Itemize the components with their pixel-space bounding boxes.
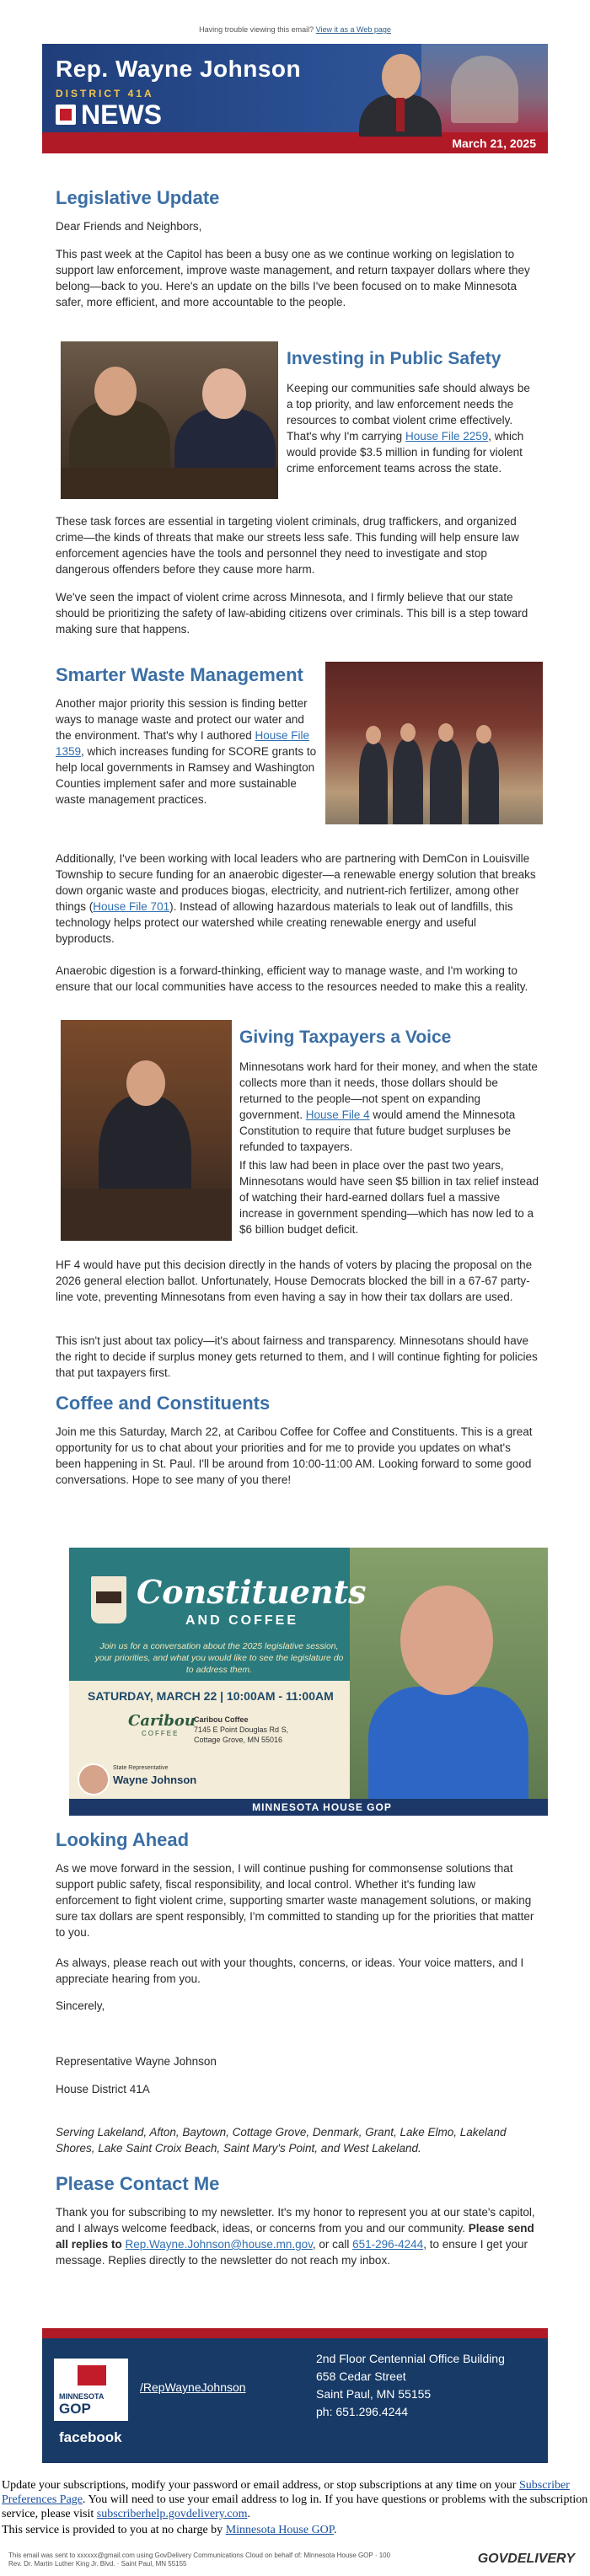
flyer-rep-name: Wayne Johnson — [113, 1774, 197, 1786]
rep-headshot — [354, 49, 447, 132]
banner-date: March 21, 2025 — [452, 137, 536, 150]
waste-p3: Anaerobic digestion is a forward-thinking, efficient way to manage waste, and I'm working to ensure that our local communities have access to the resources needed to make this a reality. — [56, 964, 528, 993]
rep-photo — [350, 1548, 548, 1799]
hf2259-link[interactable]: House File 2259 — [405, 430, 489, 443]
taxpayers-p1: Minnesotans work hard for their money, and when the state collects more than it needs, those dollars should be returned to the people—not spent on expanding government. House File 4 would amend the Minnesota Constitution to require that future budget surpluses be refunded to taxpayers. — [239, 1060, 538, 1153]
flyer-when: SATURDAY, MARCH 22 | 10:00AM - 11:00AM — [88, 1689, 334, 1703]
capitol-dome — [451, 56, 518, 123]
banner-news: NEWS — [81, 99, 162, 130]
looking-ahead-p2: As always, please reach out with your thoughts, concerns, or ideas. Your voice matters, and I appreciate hearing from you. — [56, 1956, 524, 1985]
email-footer — [42, 2328, 548, 2463]
hf1359-link[interactable]: House File 1359 — [56, 729, 309, 758]
coffee-event-flyer — [69, 1548, 548, 1816]
public-safety-heading: Investing in Public Safety — [287, 349, 502, 368]
coffee-heading: Coffee and Constituents — [56, 1393, 271, 1414]
serving-cities: Serving Lakeland, Afton, Baytown, Cottage Grove, Denmark, Grant, Lake Elmo, Lakeland Shores, Lake Saint Croix Beach, Saint Mary's Point, and West Lakeland. — [56, 2126, 507, 2155]
public-safety-p2: These task forces are essential in targeting violent criminals, drug traffickers, and organized crime—the kinds of threats that make our streets less safe. This funding will help ensure law enforcement agencies have the tools and personnel they need to investigate and stop dangerous offenders before they cause more harm. — [56, 515, 519, 576]
house-floor-photo — [61, 1020, 232, 1241]
closing: Sincerely, — [56, 1999, 105, 2012]
legislative-update-heading: Legislative Update — [56, 187, 220, 208]
flyer-party: MINNESOTA HOUSE GOP — [252, 1801, 392, 1813]
hf701-link[interactable]: House File 701 — [93, 900, 170, 913]
gop-logo-icon — [56, 105, 76, 125]
looking-ahead-p1: As we move forward in the session, I will continue pushing for commonsense solutions that support public safety, fiscal responsibility, and local control. Whether it's funding law enforcement to fight violent crime, supporting smarter waste management solutions, or making sure tax dollars are spent responsibly, I'm committed to standing up for the priorities that matter to you. — [56, 1862, 534, 1939]
service-notice: This service is provided to you at no charge by Minnesota House GOP. — [2, 2524, 337, 2536]
preheader-text: Having trouble viewing this email? — [199, 25, 314, 34]
header-banner — [42, 44, 548, 153]
subscriber-preferences-link[interactable]: Subscriber Preferences Page — [2, 2479, 570, 2506]
banner-title: Rep. Wayne Johnson — [56, 56, 302, 82]
legal-footer: This email was sent to xxxxxx@gmail.com using GovDelivery Communications Cloud on behalf of: Minnesota House GOP · 100 Rev. Dr. Martin Luther King Jr. Blvd. · Saint Paul, MN 55155 — [8, 2552, 391, 2568]
taxpayers-p4: This isn't just about tax policy—it's about fairness and transparency. Minnesotans should have the right to decide if surplus money gets returned to them, and I will continue fighting for policies that put taxpayers first. — [56, 1334, 538, 1379]
waste-meeting-photo — [325, 662, 543, 824]
greeting: Dear Friends and Neighbors, — [56, 220, 202, 233]
coffee-cup-icon — [91, 1576, 126, 1623]
rep-avatar — [78, 1763, 110, 1795]
preheader — [0, 25, 590, 34]
facebook-page-link[interactable]: /RepWayneJohnson — [140, 2380, 246, 2394]
caribou-logo-sub: COFFEE — [142, 1730, 180, 1737]
subscriber-help-link[interactable]: subscriberhelp.govdelivery.com — [96, 2508, 248, 2520]
public-safety-photo — [61, 341, 278, 499]
facebook-icon[interactable]: facebook — [59, 2429, 122, 2445]
public-safety-p1: Keeping our communities safe should always be a top priority, and law enforcement needs the resources to combat violent crime effectively. That's why I'm carrying House File 2259, which would provide $3.5 million in funding for violent crime enforcement teams across the state. — [287, 382, 530, 475]
flyer-rep-label: State Representative — [113, 1765, 169, 1771]
view-web-page-link[interactable]: View it as a Web page — [315, 25, 391, 34]
banner-district: DISTRICT 41A — [56, 88, 154, 99]
taxpayers-p2: If this law had been in place over the past two years, Minnesotans would have seen $5 billion in tax relief instead of watching their hard-earned dollars fuel a massive increase in government spending—which has now led to a $6 billion budget deficit. — [239, 1159, 539, 1236]
flyer-subtitle: AND COFFEE — [185, 1613, 298, 1628]
waste-p2: Additionally, I've been working with local leaders who are partnering with DemCon in Louisville Township to secure funding for an anaerobic digester—a renewable energy solution that breaks down organic waste and produces biogas, electricity, and nutrient-rich fertilizer, among other things (House File 701). Instead of allowing hazardous materials to leak out of landfills, this technology helps protect our watershed while creating renewable energy and useful byproducts. — [56, 852, 536, 945]
intro-paragraph: This past week at the Capitol has been a busy one as we continue working on legislation to support law enforcement, improve waste management, and return taxpayer dollars where they belong—back to you. Here's an update on the bills I've been focused on to make Minnesota safer, more efficient, and more accountable to the people. — [56, 248, 530, 309]
email-link[interactable]: Rep.Wayne.Johnson@house.mn.gov — [125, 2238, 313, 2251]
caribou-logo: Caribou — [128, 1712, 196, 1730]
office-address: 2nd Floor Centennial Office Building 658 Cedar Street Saint Paul, MN 55155 ph: 651.296.4244 — [316, 2352, 505, 2418]
phone-link[interactable]: 651-296-4244 — [352, 2238, 424, 2251]
taxpayers-heading: Giving Taxpayers a Voice — [239, 1028, 452, 1047]
hf4-link[interactable]: House File 4 — [305, 1108, 370, 1121]
flyer-address: Caribou Coffee 7145 E Point Douglas Rd S, Cottage Grove, MN 55016 — [194, 1715, 289, 1744]
coffee-paragraph: Join me this Saturday, March 22, at Caribou Coffee for Coffee and Constituents. This is a great opportunity for us to chat about your priorities and for me to provide you updates on what's been happening in St. Paul. I'll be around from 10:00-11:00 AM. Looking forward to some good conversations. Hope to see many of you there! — [56, 1425, 533, 1486]
mn-gop-logo: MINNESOTA GOP — [54, 2359, 128, 2421]
public-safety-p3: We've seen the impact of violent crime across Minnesota, and I firmly believe that our state should be prioritizing the safety of law-abiding citizens over criminals. This bill is a step toward making sure that happens. — [56, 591, 528, 636]
flyer-tagline: Join us for a conversation about the 2025 legislative session, your priorities, and what you would like to see the legislature do to address them. — [94, 1641, 344, 1675]
waste-p1: Another major priority this session is finding better ways to manage waste and protect our water and the environment. That's why I authored House File 1359, which increases funding for SCORE grants to help local governments in Ramsey and Washington Counties implement safer and more sustainable waste management practices. — [56, 697, 317, 806]
taxpayers-p3: HF 4 would have put this decision directly in the hands of voters by placing the proposal on the 2026 general election ballot. Unfortunately, House Democrats blocked the bill in a 67-67 party-line vote, preventing Minnesotans from even having a say in how their tax dollars are used. — [56, 1258, 533, 1303]
signature-district: House District 41A — [56, 2083, 150, 2096]
waste-heading: Smarter Waste Management — [56, 664, 303, 685]
looking-ahead-heading: Looking Ahead — [56, 1829, 190, 1850]
signature-name: Representative Wayne Johnson — [56, 2055, 217, 2068]
govdelivery-logo: GOVDELIVERY — [477, 2552, 575, 2566]
house-gop-link[interactable]: Minnesota House GOP — [225, 2524, 335, 2536]
contact-heading: Please Contact Me — [56, 2173, 220, 2194]
subscription-notice: Update your subscriptions, modify your password or email address, or stop subscriptions at any time on your Subscriber Preferences Page. You will need to use your email address to log in. If you have questions or problems with the subscription service, please visit subscriberhelp.govdelivery.com. — [2, 2479, 588, 2520]
contact-paragraph: Thank you for subscribing to my newsletter. It's my honor to represent you at our state's capitol, and I always welcome feedback, ideas, or concerns from you and our community. Please send all replies to Rep.Wayne.Johnson@house.mn.gov, or call 651-296-4244, to ensure I get your message. Replies directly to the newsletter do not reach my inbox. — [56, 2206, 535, 2267]
flyer-title: Constituents — [137, 1573, 367, 1611]
